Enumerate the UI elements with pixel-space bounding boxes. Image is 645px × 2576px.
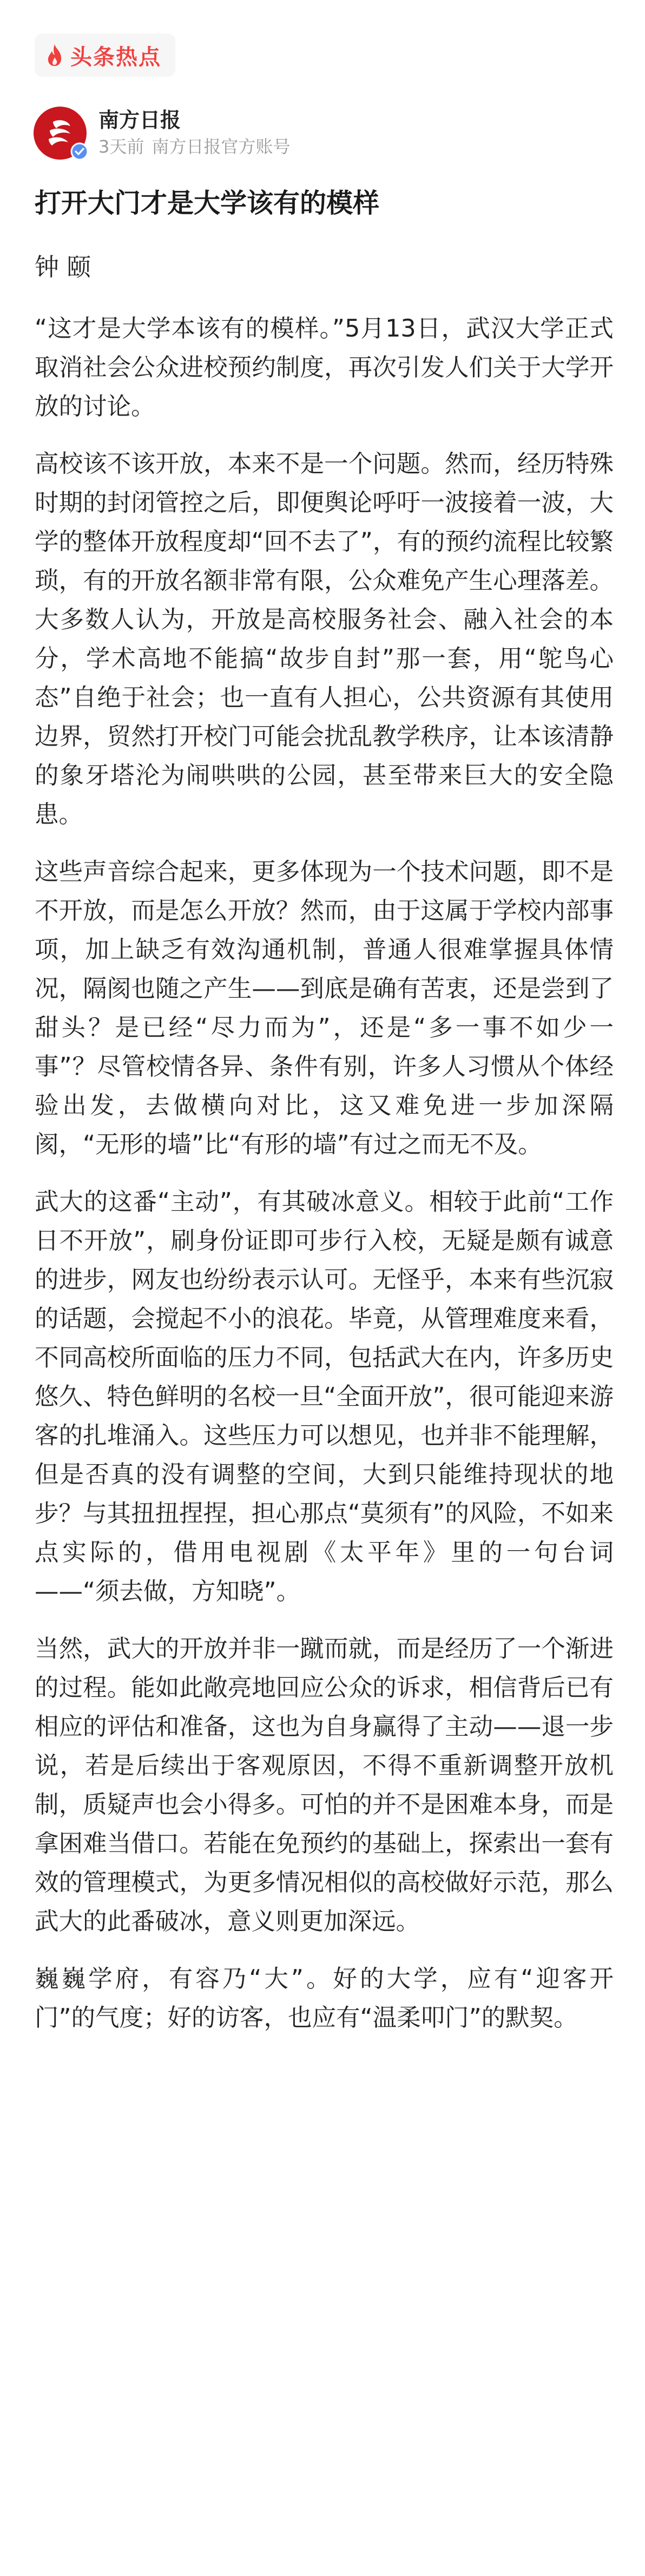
paragraph: 当然，武大的开放并非一蹴而就，而是经历了一个渐进的过程。能如此敞亮地回应公众的诉求，相信背后已有相应的评估和准备，这也为自身赢得了主动——退一步说，若是后续出于客观原因，不得不重新调整开放机制，质疑声也会小得多。可怕的并不是困难本身，而是拿困难当借口。若能在免预约的基础上，探索出一套有效的管理模式，为更多情况相似的高校做好示范，那么武大的此番破冰，意义则更加深远。 — [35, 1635, 614, 1935]
paragraph: 武大的这番“主动”，有其破冰意义。相较于此前“工作日不开放”，刷身份证即可步行入校，无疑是颇有诚意的进步，网友也纷纷表示认可。无怪乎，本来有些沉寂的话题，会搅起不小的浪花。毕竟，从管理难度来看，不同高校所面临的压力不同，包括武大在内，许多历史悠久、特色鲜明的名校一旦“全面开放”，很可能迎来游客的扎堆涌入。这些压力可以想见，也并非不能理解，但是否真的没有调整的空间，大到只能维持现状的地步？与其扭扭捏捏，担心那点“莫须有”的风险，不如来点实际的，借用电视剧《太平年》里的一句台词——“须去做，方知晓”。 — [35, 1188, 614, 1605]
paragraph: “这才是大学本该有的模样。”5月13日，武汉大学正式取消社会公众进校预约制度，再次引发人们关于大学开放的讨论。 — [35, 315, 614, 420]
article-byline: 钟 颐 — [35, 253, 91, 281]
verified-badge-icon — [70, 142, 89, 161]
account-type: 南方日报官方账号 — [152, 136, 291, 157]
hot-topics-chip[interactable] — [35, 34, 175, 77]
hot-topics-label: 头条热点 — [70, 44, 161, 70]
avatar[interactable] — [34, 107, 87, 160]
paragraph: 这些声音综合起来，更多体现为一个技术问题，即不是不开放，而是怎么开放？然而，由于这属于学校内部事项，加上缺乏有效沟通机制，普通人很难掌握具体情况，隔阂也随之产生——到底是确有苦衷，还是尝到了甜头？是已经“尽力而为”，还是“多一事不如少一事”？尽管校情各异、条件有别，许多人习惯从个体经验出发，去做横向对比，这又难免进一步加深隔阂，“无形的墙”比“有形的墙”有过之而无不及。 — [35, 858, 614, 1158]
paragraph: 巍巍学府，有容乃“大”。好的大学，应有“迎客开门”的气度；好的访客，也应有“温柔叩门”的默契。 — [35, 1965, 614, 2032]
author-subline — [98, 135, 290, 159]
article-title: 打开大门才是大学该有的模样 — [35, 188, 380, 219]
post-time: 3天前 — [98, 136, 144, 157]
author-name[interactable]: 南方日报 — [98, 108, 181, 132]
paragraph: 高校该不该开放，本来不是一个问题。然而，经历特殊时期的封闭管控之后，即便舆论呼吁一波接着一波，大学的整体开放程度却“回不去了”，有的预约流程比较繁琐，有的开放名额非常有限，公众难免产生心理落差。大多数人认为，开放是高校服务社会、融入社会的本分，学术高地不能搞“故步自封”那一套，用“鸵鸟心态”自绝于社会；也一直有人担心，公共资源有其使用边界，贸然打开校门可能会扰乱教学秩序，让本该清静的象牙塔沦为闹哄哄的公园，甚至带来巨大的安全隐患。 — [35, 450, 614, 828]
flame-icon — [45, 43, 64, 67]
article-body — [35, 183, 614, 2038]
author-header[interactable] — [34, 106, 290, 160]
author-meta — [98, 108, 290, 159]
